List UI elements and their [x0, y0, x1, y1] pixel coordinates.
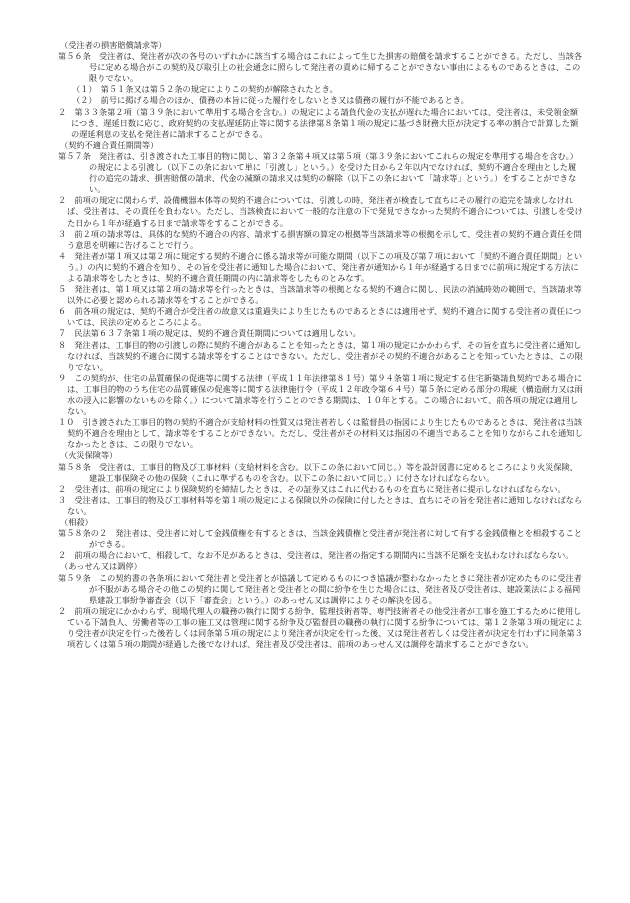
- article-paragraph: 第５８条 受注者は、工事目的物及び工事材料（支給材料を含む。以下この条において同じ。）等を設計図書に定めるところにより火災保険、建設工事保険その他の保険（これに準ずるものを含む。以下この条において同じ。）に付さなければならない。: [58, 461, 578, 483]
- numbered-paragraph: １０ 引き渡された工事目的物の契約不適合が支給材料の性質又は発注者若しくは監督員の指図により生じたものであるときは、発注者は当該契約不適合を理由として、請求等をすることができない。ただし、受注者がその材料又は指図の不適当であることを知りながらこれを通知しなかったときは、この限りでない。: [58, 417, 583, 450]
- article-paragraph: 第５９条 この契約書の各条項において発注者と受注者とが協議して定めるものにつき協議が整わなかったときに発注者が定めたものに受注者が不服がある場合その他この契約に関して発注者と受注者との間に紛争を生じた場合には、発注者及び受注者は、建設業法による福岡県建設工事紛争審査会（以下「審査会」という。）のあっせん又は調停によりその解決を図る。: [58, 572, 582, 605]
- list-item: （１） 第５１条又は第５２条の規定によりこの契約が解除されたとき。: [72, 84, 338, 95]
- numbered-paragraph: ２ 前項の規定にかかわらず、現場代理人の職務の執行に関する紛争、監理技術者等、専門技術者その他受注者が工事を施工するために使用している下請負人、労働者等の工事の施工又は管理に関する紛争及び監督員の職務の執行に関する紛争については、第１２条第３項の規定により受注者が決定を行った後若しくは同条第５項の規定により発注者が決定を行った後、又は発注者若しくは受注者が決定を行わずに同条第３項若しくは第５項の期間が経過した後でなければ、発注者及び受注者は、前項のあっせん又は調停を請求することができない。: [58, 605, 583, 650]
- article-paragraph: 第５８条の２ 発注者は、受注者に対して金銭債権を有するときは、当該金銭債権と受注者が発注者に対して有する金銭債権とを相殺することができる。: [58, 528, 583, 550]
- list-item: （２） 前号に掲げる場合のほか、債務の本旨に従った履行をしないとき又は債務の履行が不能であるとき。: [72, 95, 469, 106]
- article-paragraph: 第５６条 受注者は、発注者が次の各号のいずれかに該当する場合はこれによって生じた損害の賠償を請求することができる。ただし、当該各号に定める場合がこの契約及び取引上の社会通念に照らして発注者の責めに帰することができない事由によるものであるときは、この限りでない。: [58, 51, 583, 84]
- numbered-paragraph: ３ 前２項の請求等は、具体的な契約不適合の内容、請求する損害額の算定の根拠等当該請求等の根拠を示して、受注者の契約不適合責任を問う意思を明確に告げることで行う。: [58, 228, 582, 250]
- contract-document: [58, 40, 584, 650]
- numbered-paragraph: ２ 受注者は、前項の規定により保険契約を締結したときは、その証券又はこれに代わるものを直ちに発注者に提示しなければならない。: [58, 483, 566, 494]
- numbered-paragraph: ７ 民法第６３７条第１項の規定は、契約不適合責任期間については適用しない。: [58, 328, 361, 339]
- numbered-paragraph: ２ 前項の場合において、相殺して、なお不足があるときは、受注者は、発注者の指定する期間内に当該不足額を支払わなければならない。: [58, 550, 574, 561]
- numbered-paragraph: ２ 前項の規定に関わらず、設備機器本体等の契約不適合については、引渡しの時、発注者が検査して直ちにその履行の追完を請求しなければ、受注者は、その責任を負わない。ただし、当該検査において一般的な注意の下で発見できなかった契約不適合については、引渡しを受けた日から１年が経過する日まで請求等をすることができる。: [58, 195, 583, 228]
- article-paragraph: 第５７条 発注者は、引き渡された工事目的物に関し、第３２条第４項又は第５項（第３９条においてこれらの規定を準用する場合を含む。）の規定による引渡し（以下この条において単に「引渡し」という。）を受けた日から２年以内でなければ、契約不適合を理由とした履行の追完の請求、損害賠償の請求、代金の減額の請求又は契約の解除（以下この条において「請求等」という。）をすることができない。: [58, 150, 578, 195]
- section-heading: （契約不適合責任期間等）: [60, 139, 159, 150]
- section-heading: （あっせん又は調停）: [60, 561, 142, 572]
- numbered-paragraph: ３ 受注者は、工事目的物及び工事材料等を第１項の規定による保険以外の保険に付したときは、直ちにその旨を発注者に通知しなければならない。: [58, 494, 583, 516]
- numbered-paragraph: ６ 前各項の規定は、契約不適合が受注者の故意又は重過失により生じたものであるときには適用せず、契約不適合に関する受注者の責任については、民法の定めるところによる。: [58, 306, 582, 328]
- numbered-paragraph: ８ 発注者は、工事目的物の引渡しの際に契約不適合があることを知ったときは、第１項の規定にかかわらず、その旨を直ちに受注者に通知しなければ、当該契約不適合に関する請求等をすることはできない。ただし、受注者がその契約不適合があることを知っていたときは、この限りでない。: [58, 339, 583, 372]
- numbered-paragraph: ５ 発注者は、第１項又は第２項の請求等を行ったときは、当該請求等の根拠となる契約不適合に関し、民法の消滅時効の範囲で、当該請求等以外に必要と認められる請求等をすることができる。: [58, 284, 582, 306]
- section-heading: （火災保険等）: [60, 450, 118, 461]
- section-heading: （受注者の損害賠償請求等）: [60, 40, 167, 50]
- numbered-paragraph: ９ この契約が、住宅の品質確保の促進等に関する法律（平成１１年法律第８１号）第９４条第１項に規定する住宅新築請負契約である場合には、工事目的物のうち住宅の品質確保の促進等に関する法律施行令（平成１２年政令第６４号）第５条に定める部分の瑕疵（構造耐力又は雨水の浸入に影響のないものを除く。）について請求等を行うことのできる期間は、１０年とする。この場合において、前各項の規定は適用しない。: [58, 372, 583, 417]
- numbered-paragraph: ４ 発注者が第１項又は第２項に規定する契約不適合に係る請求等が可能な期間（以下この項及び第７項において「契約不適合責任期間」という。）の内に契約不適合を知り、その旨を受注者に通知した場合において、発注者が通知から１年が経過する日までに前項に規定する方法による請求等をしたときは、契約不適合責任期間の内に請求等をしたものとみなす。: [58, 250, 583, 283]
- section-heading: （相殺）: [60, 517, 93, 528]
- numbered-paragraph: ２ 第３３条第２項（第３９条において準用する場合を含む。）の規定による請負代金の支払が遅れた場合においては、受注者は、未受領金額につき、遅延日数に応じ、政府契約の支払遅延防止等に関する法律第８条第１項の規定に基づき財務大臣が決定する率の割合で計算した額の遅延利息の支払を発注者に請求することができる。: [58, 106, 579, 139]
